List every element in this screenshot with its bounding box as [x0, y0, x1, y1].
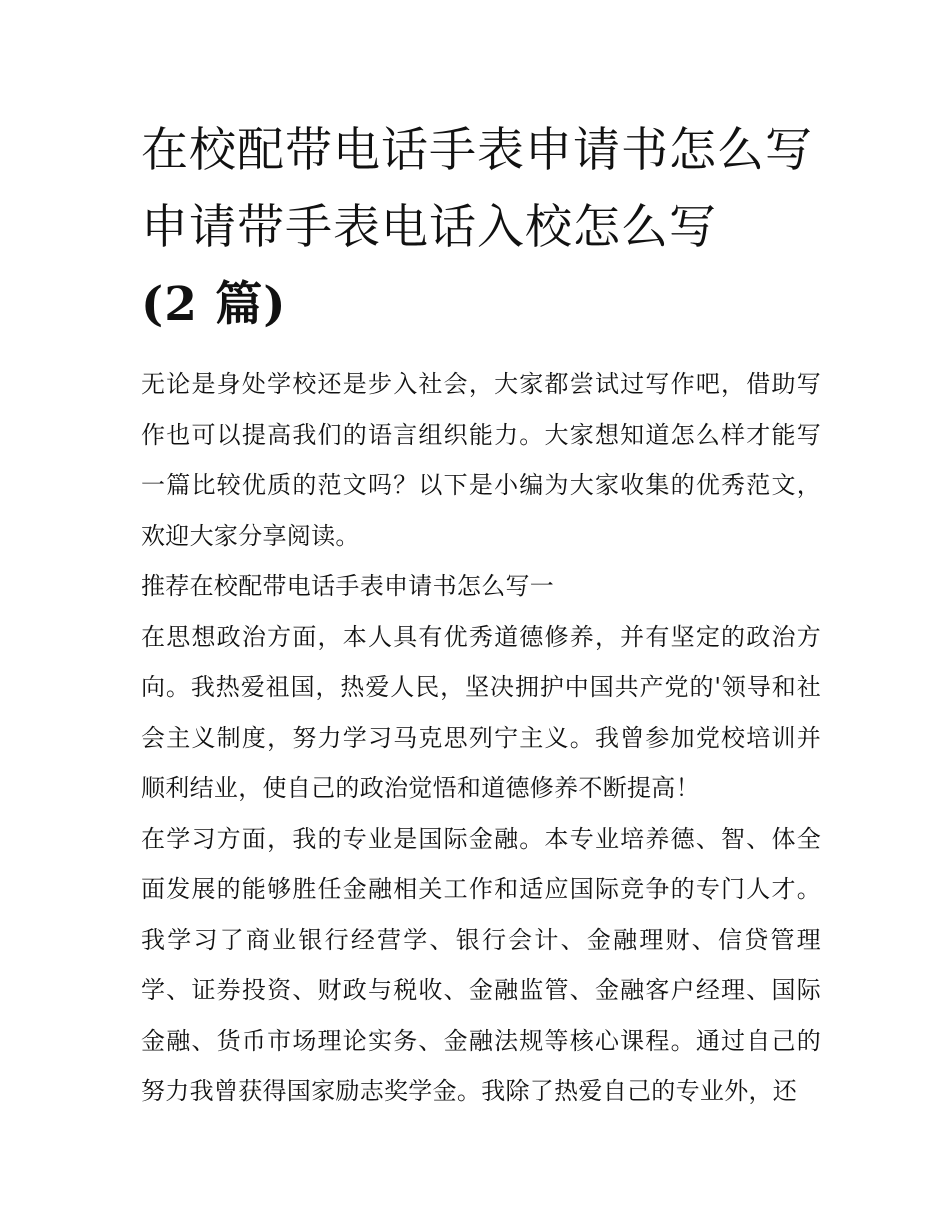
intro-paragraph: 无论是身处学校还是步入社会，大家都尝试过写作吧，借助写作也可以提高我们的语言组织能力。大家想知道怎么样才能写一篇比较优质的范文吗？以下是小编为大家收集的优秀范文，欢迎大家分享阅读。 [141, 370, 821, 550]
document-body [141, 112, 821, 1117]
study-paragraph: 在学习方面，我的专业是国际金融。本专业培养德、智、体全面发展的能够胜任金融相关工作和适应国际竞争的专门人才。我学习了商业银行经营学、银行会计、金融理财、信贷管理学、证券投资、财政与税收、金融监管、金融客户经理、国际金融、货币市场理论实务、金融法规等核心课程。通过自己的努力我曾获得国家励志奖学金。我除了热爱自己的专业外，还 [141, 824, 821, 1105]
section-heading: 推荐在校配带电话手表申请书怎么写一 [141, 572, 555, 600]
title-count: (2 篇) [141, 277, 287, 332]
document-title [141, 112, 821, 343]
politics-paragraph: 在思想政治方面，本人具有优秀道德修养，并有坚定的政治方向。我热爱祖国，热爱人民，坚决拥护中国共产党的'领导和社会主义制度，努力学习马克思列宁主义。我曾参加党校培训并顺利结业，使自己的政治觉悟和道德修养不断提高！ [141, 622, 821, 802]
title-text: 在校配带电话手表申请书怎么写 申请带手表电话入校怎么写 [141, 123, 813, 255]
